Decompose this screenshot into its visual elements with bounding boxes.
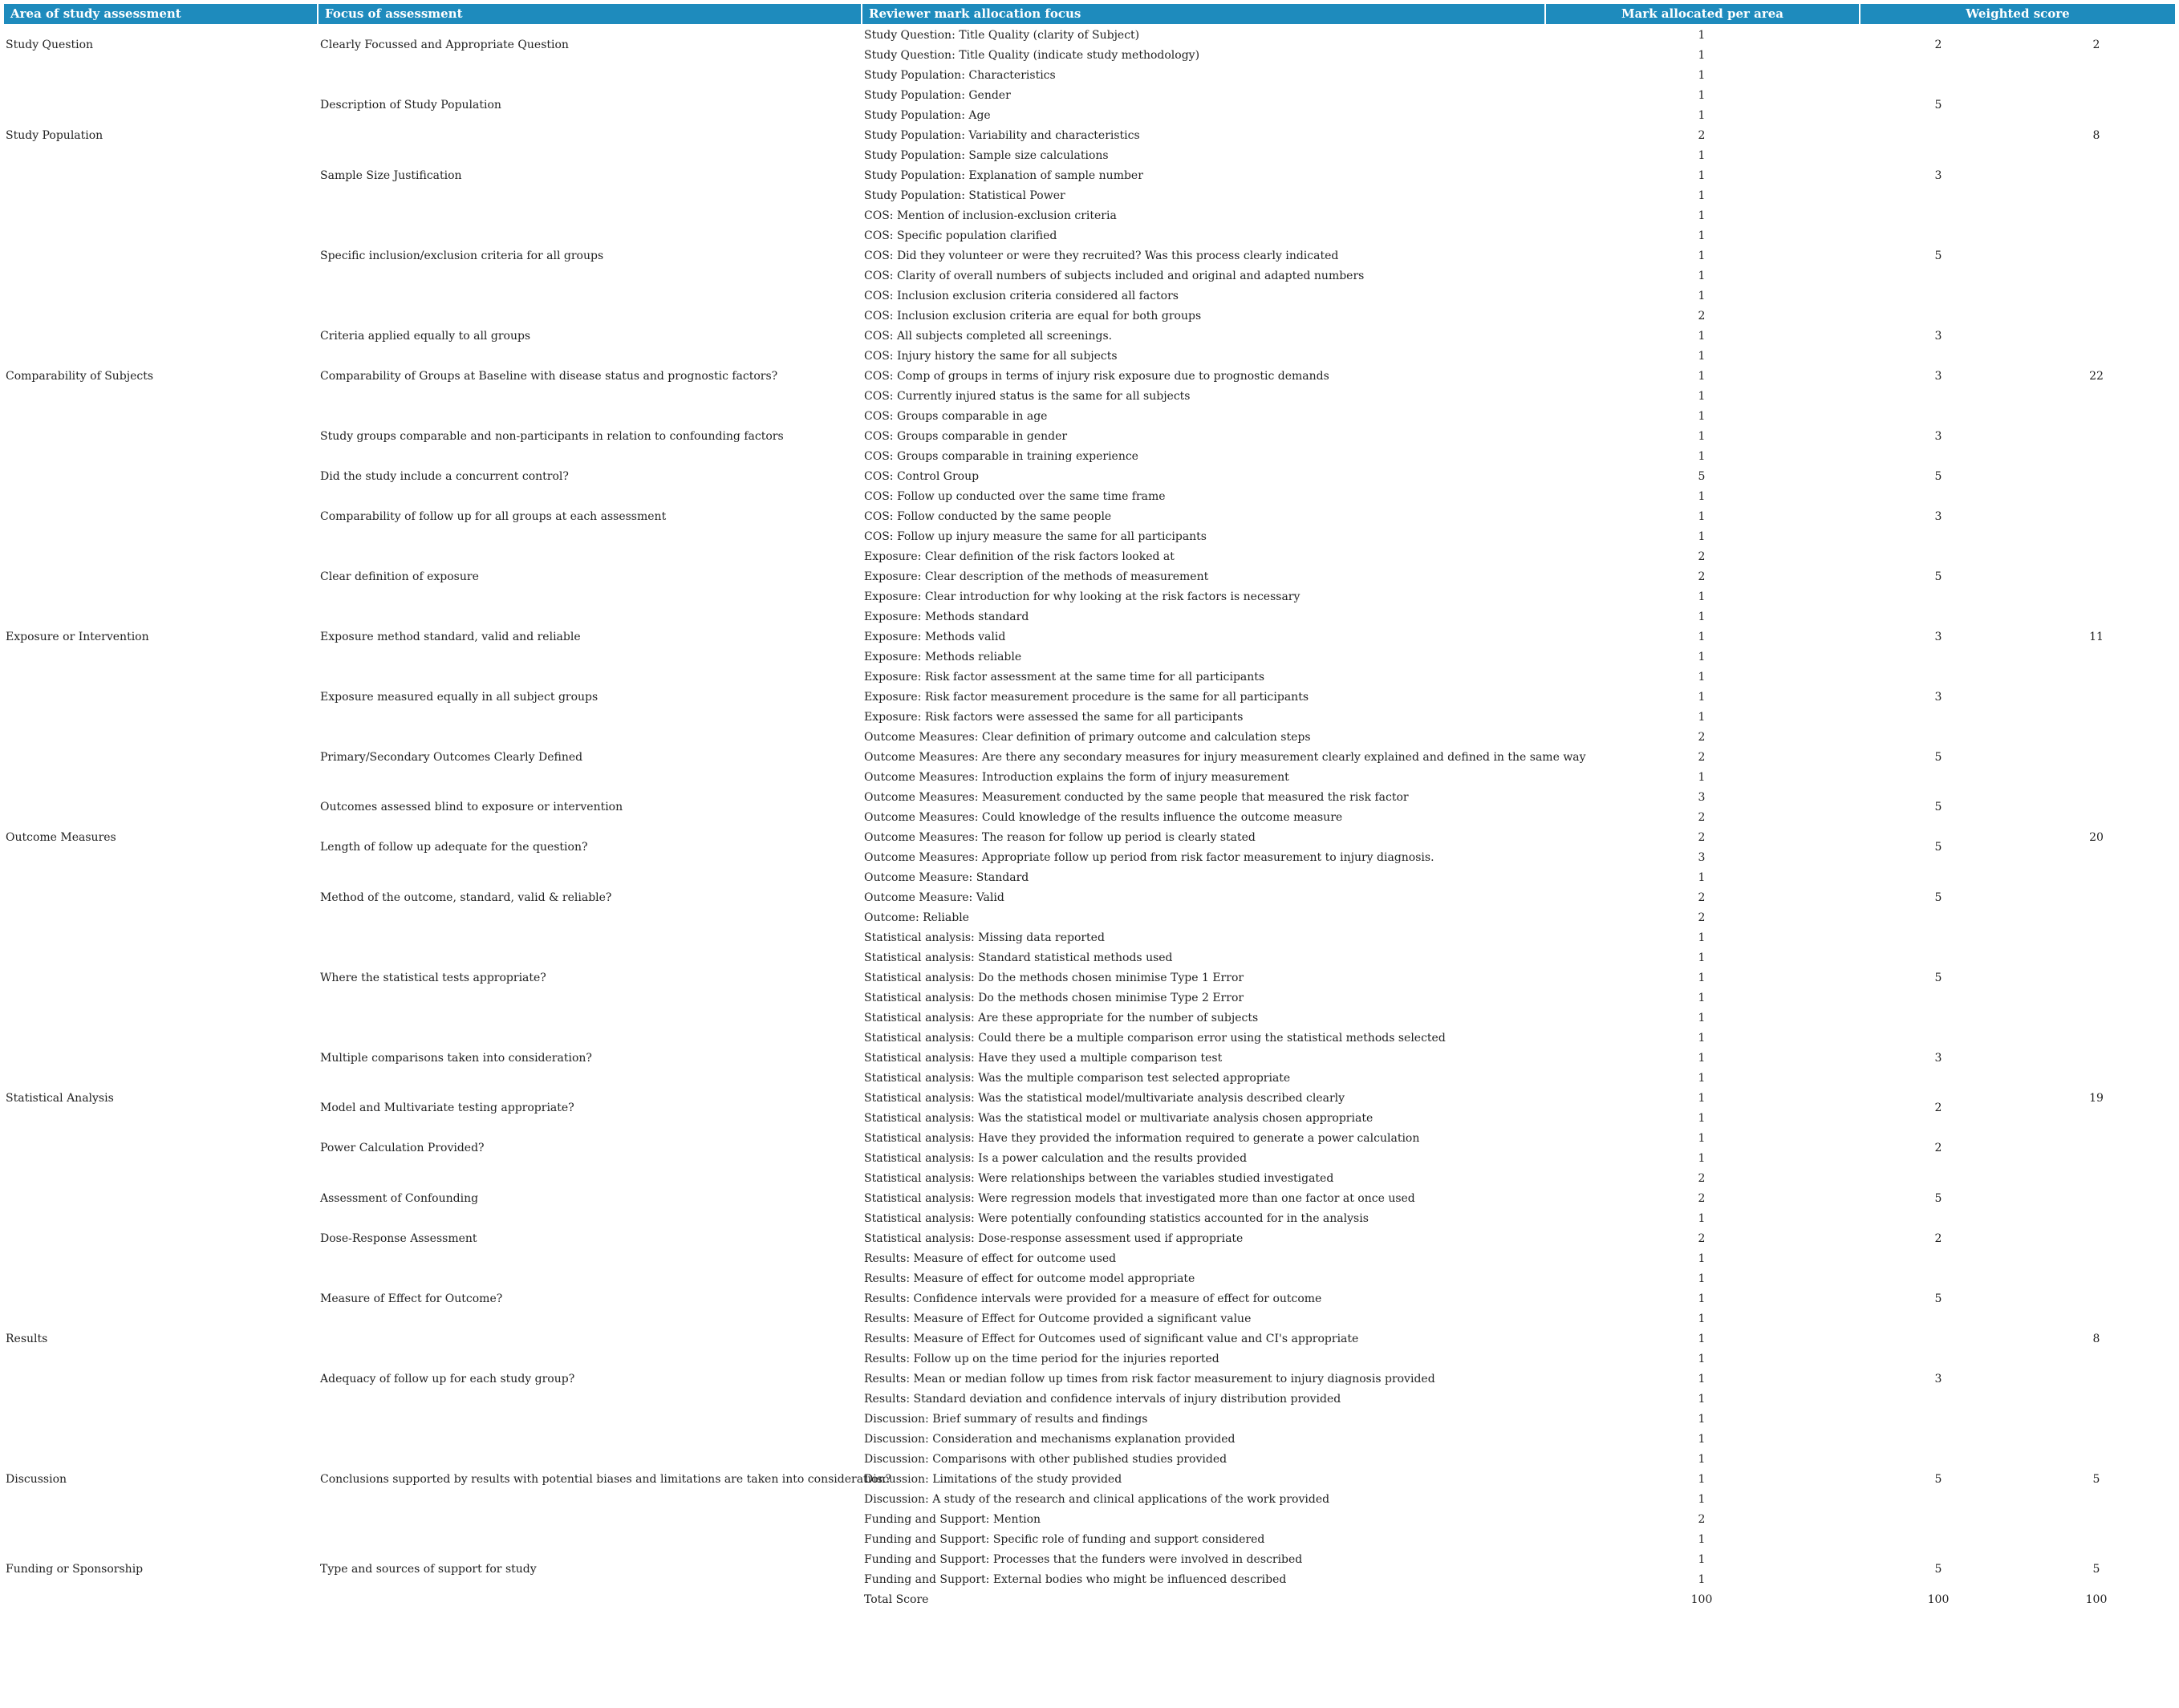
- criterion-text: Results: Measure of effect for outcome model appropriate: [864, 1272, 1195, 1285]
- focus-label: Measure of Effect for Outcome?: [320, 1292, 503, 1305]
- criterion-mark: 1: [1698, 229, 1706, 242]
- criterion-mark: 2: [1698, 1171, 1706, 1185]
- criterion-text: Statistical analysis: Are these appropriate for the number of subjects: [864, 1011, 1259, 1024]
- criterion-mark: 2: [1698, 911, 1706, 924]
- criterion-text: COS: Mention of inclusion-exclusion criteria: [864, 209, 1117, 222]
- criterion-mark: 1: [1698, 1151, 1706, 1165]
- area-label: Discussion: [6, 1472, 67, 1486]
- criterion-mark: 1: [1698, 610, 1706, 623]
- criterion-mark: 1: [1698, 148, 1706, 162]
- criterion-mark: 1: [1698, 489, 1706, 503]
- criterion-mark: 3: [1698, 850, 1706, 864]
- criterion-mark: 1: [1698, 971, 1706, 984]
- criterion-text: Results: Standard deviation and confidence intervals of injury distribution provided: [864, 1392, 1341, 1406]
- criterion-text: Statistical analysis: Do the methods chosen minimise Type 2 Error: [864, 991, 1244, 1004]
- criterion-text: Results: Mean or median follow up times from risk factor measurement to injury diagnosis provided: [864, 1372, 1435, 1385]
- criterion-mark: 1: [1698, 68, 1706, 82]
- criterion-text: COS: Injury history the same for all subjects: [864, 349, 1118, 363]
- criterion-mark: 1: [1698, 1452, 1706, 1466]
- focus-score: 2: [1934, 1231, 1942, 1245]
- area-label: Funding or Sponsorship: [6, 1563, 144, 1576]
- criterion-mark: 1: [1698, 1332, 1706, 1345]
- area-label: Exposure or Intervention: [6, 630, 149, 643]
- criterion-mark: 1: [1698, 1031, 1706, 1045]
- focus-score: 5: [1934, 249, 1942, 262]
- criterion-text: COS: Clarity of overall numbers of subjects included and original and adapted numbers: [864, 269, 1365, 282]
- focus-label: Model and Multivariate testing appropriate?: [320, 1101, 574, 1114]
- area-label: Outcome Measures: [6, 830, 116, 844]
- criterion-mark: 1: [1698, 1091, 1706, 1105]
- criterion-text: Exposure: Methods reliable: [864, 650, 1022, 663]
- criterion-text: Results: Measure of effect for outcome used: [864, 1252, 1117, 1265]
- criterion-mark: 2: [1698, 830, 1706, 844]
- criterion-text: Outcome Measures: Could knowledge of the results influence the outcome measure: [864, 810, 1343, 824]
- criterion-mark: 1: [1698, 991, 1706, 1004]
- focus-label: Method of the outcome, standard, valid & reliable?: [320, 891, 612, 904]
- focus-score: 5: [1934, 99, 1942, 112]
- criterion-text: Statistical analysis: Is a power calculation and the results provided: [864, 1151, 1248, 1165]
- criterion-text: Discussion: Consideration and mechanisms explanation provided: [864, 1432, 1236, 1446]
- criterion-mark: 1: [1698, 209, 1706, 222]
- focus-label: Length of follow up adequate for the question?: [320, 841, 588, 854]
- criterion-text: COS: Specific population clarified: [864, 229, 1057, 242]
- focus-score: 5: [1934, 801, 1942, 813]
- focus-score: 3: [1934, 509, 1942, 523]
- criterion-text: COS: Inclusion exclusion criteria are equal for both groups: [864, 309, 1202, 323]
- criterion-mark: 2: [1698, 1512, 1706, 1526]
- criterion-text: Exposure: Risk factors were assessed the same for all participants: [864, 710, 1244, 724]
- criterion-mark: 2: [1698, 891, 1706, 904]
- criterion-text: Discussion: Brief summary of results and findings: [864, 1412, 1148, 1426]
- criterion-mark: 1: [1698, 870, 1706, 884]
- criterion-mark: 1: [1698, 289, 1706, 302]
- criterion-mark: 1: [1698, 48, 1706, 62]
- criterion-text: Statistical analysis: Dose-response assessment used if appropriate: [864, 1231, 1244, 1245]
- criterion-text: COS: All subjects completed all screenings.: [864, 329, 1113, 343]
- criterion-text: Exposure: Risk factor assessment at the same time for all participants: [864, 670, 1265, 684]
- criterion-mark: 1: [1698, 1472, 1706, 1486]
- criterion-mark: 1: [1698, 1111, 1706, 1125]
- weighted-score: 22: [2089, 369, 2104, 383]
- focus-label: Assessment of Confounding: [320, 1191, 479, 1205]
- focus-label: Adequacy of follow up for each study group?: [320, 1372, 575, 1385]
- focus-label: Comparability of Groups at Baseline with disease status and prognostic factors?: [320, 369, 778, 383]
- focus-score: 5: [1934, 971, 1942, 984]
- criterion-text: Statistical analysis: Were potentially confounding statistics accounted for in the analysis: [864, 1211, 1369, 1225]
- criterion-text: Outcome Measures: Clear definition of primary outcome and calculation steps: [864, 730, 1311, 744]
- focus-score: 5: [1934, 750, 1942, 764]
- criterion-text: Exposure: Risk factor measurement procedure is the same for all participants: [864, 690, 1309, 704]
- criterion-text: Outcome Measure: Standard: [864, 870, 1029, 884]
- criterion-mark: 1: [1698, 1312, 1706, 1325]
- weighted-score: 5: [2092, 1472, 2100, 1486]
- criterion-mark: 1: [1698, 189, 1706, 202]
- criterion-text: Statistical analysis: Have they provided the information required to generate a power calculation: [864, 1131, 1420, 1145]
- criterion-text: Outcome Measure: Valid: [864, 891, 1004, 904]
- criterion-text: Results: Measure of Effect for Outcomes used of significant value and CI's appropriate: [864, 1332, 1359, 1345]
- criterion-mark: 1: [1698, 1552, 1706, 1566]
- focus-label: Exposure measured equally in all subject groups: [320, 690, 599, 704]
- focus-score: 3: [1934, 1051, 1942, 1065]
- focus-score: 3: [1934, 690, 1942, 704]
- criterion-text: COS: Comp of groups in terms of injury risk exposure due to prognostic demands: [864, 369, 1329, 383]
- focus-score: 5: [1934, 570, 1942, 583]
- weighted-score: 5: [2092, 1563, 2100, 1576]
- criterion-mark: 1: [1698, 1492, 1706, 1506]
- criterion-mark: 1: [1698, 369, 1706, 383]
- criterion-mark: 1: [1698, 1071, 1706, 1085]
- criterion-text: Statistical analysis: Was the statistical model or multivariate analysis chosen appropriate: [864, 1111, 1374, 1125]
- criterion-mark: 1: [1698, 249, 1706, 262]
- criterion-mark: 1: [1698, 710, 1706, 724]
- focus-score: 3: [1934, 630, 1942, 643]
- criterion-text: Statistical analysis: Standard statistical methods used: [864, 951, 1173, 964]
- criterion-mark: 1: [1698, 108, 1706, 122]
- criterion-text: COS: Groups comparable in age: [864, 409, 1048, 423]
- criterion-mark: 1: [1698, 429, 1706, 443]
- criterion-mark: 1: [1698, 1011, 1706, 1024]
- criterion-mark: 1: [1698, 269, 1706, 282]
- criterion-mark: 1: [1698, 1211, 1706, 1225]
- weighted-score: 8: [2092, 128, 2100, 142]
- criterion-text: Study Population: Characteristics: [864, 68, 1056, 82]
- criterion-text: Discussion: Comparisons with other published studies provided: [864, 1452, 1227, 1466]
- criterion-mark: 1: [1698, 389, 1706, 403]
- criterion-text: COS: Follow up conducted over the same time frame: [864, 489, 1166, 503]
- criterion-mark: 2: [1698, 1191, 1706, 1205]
- criterion-mark: 1: [1698, 28, 1706, 42]
- weighted-score: 20: [2089, 830, 2104, 844]
- criterion-text: Statistical analysis: Was the multiple comparison test selected appropriate: [864, 1071, 1291, 1085]
- criterion-mark: 1: [1698, 670, 1706, 684]
- focus-score: 5: [1934, 1472, 1942, 1486]
- criterion-mark: 2: [1698, 810, 1706, 824]
- focus-label: Type and sources of support for study: [320, 1563, 537, 1576]
- criterion-mark: 1: [1698, 1352, 1706, 1365]
- criterion-text: COS: Currently injured status is the same for all subjects: [864, 389, 1191, 403]
- header-weighted: Weighted score: [1860, 4, 2175, 24]
- criterion-text: Outcome Measures: Appropriate follow up period from risk factor measurement to injury diagnosis.: [864, 850, 1434, 864]
- area-label: Results: [6, 1332, 48, 1345]
- focus-label: Description of Study Population: [320, 99, 501, 112]
- area-label: Study Population: [6, 128, 103, 142]
- criterion-text: Outcome Measures: Measurement conducted by the same people that measured the risk factor: [864, 790, 1409, 804]
- header-reviewer: Reviewer mark allocation focus: [862, 4, 1546, 24]
- header-focus: Focus of assessment: [319, 4, 862, 24]
- criterion-mark: 1: [1698, 529, 1706, 543]
- focus-score: 3: [1934, 168, 1942, 182]
- focus-score: 3: [1934, 1372, 1942, 1385]
- criterion-text: Funding and Support: Processes that the funders were involved in described: [864, 1552, 1303, 1566]
- criterion-mark: 1: [1698, 1432, 1706, 1446]
- criterion-text: Statistical analysis: Were relationships between the variables studied investigated: [864, 1171, 1334, 1185]
- focus-score: 2: [1934, 1142, 1942, 1154]
- focus-score: 3: [1934, 329, 1942, 343]
- focus-score: 5: [1934, 1191, 1942, 1205]
- focus-label: Clearly Focussed and Appropriate Question: [320, 39, 569, 51]
- weighted-score: 11: [2089, 630, 2104, 643]
- focus-score: 3: [1934, 429, 1942, 443]
- focus-label: Specific inclusion/exclusion criteria for all groups: [320, 249, 604, 262]
- criterion-mark: 1: [1698, 349, 1706, 363]
- criterion-text: Statistical analysis: Were regression models that investigated more than one factor at once used: [864, 1191, 1415, 1205]
- focus-label: Study groups comparable and non-participants in relation to confounding factors: [320, 429, 784, 443]
- criterion-mark: 3: [1698, 790, 1706, 804]
- criterion-mark: 1: [1698, 590, 1706, 603]
- area-label: Statistical Analysis: [6, 1091, 114, 1105]
- focus-score: 5: [1934, 891, 1942, 904]
- criterion-text: Study Population: Age: [864, 108, 991, 122]
- criterion-mark: 1: [1698, 1532, 1706, 1546]
- criterion-text: Exposure: Clear description of the methods of measurement: [864, 570, 1209, 583]
- focus-label: Criteria applied equally to all groups: [320, 329, 531, 343]
- focus-label: Exposure method standard, valid and reliable: [320, 630, 581, 643]
- criterion-text: COS: Follow up injury measure the same for all participants: [864, 529, 1207, 543]
- criterion-text: Study Population: Variability and characteristics: [864, 128, 1140, 142]
- criterion-mark: 2: [1698, 1231, 1706, 1245]
- criterion-text: Statistical analysis: Missing data reported: [864, 931, 1105, 944]
- criterion-text: Study Population: Gender: [864, 88, 1011, 102]
- criterion-text: Statistical analysis: Could there be a multiple comparison error using the statistical methods selected: [864, 1031, 1446, 1045]
- focus-label: Clear definition of exposure: [320, 570, 479, 583]
- criterion-mark: 1: [1698, 1292, 1706, 1305]
- criterion-text: Discussion: Limitations of the study provided: [864, 1472, 1122, 1486]
- criterion-mark: 2: [1698, 309, 1706, 323]
- focus-label: Comparability of follow up for all groups at each assessment: [320, 509, 667, 523]
- weighted-score: 19: [2089, 1091, 2104, 1105]
- criterion-text: Outcome Measures: The reason for follow up period is clearly stated: [864, 830, 1256, 844]
- criterion-mark: 2: [1698, 570, 1706, 583]
- focus-label: Outcomes assessed blind to exposure or intervention: [320, 801, 623, 813]
- criterion-mark: 1: [1698, 329, 1706, 343]
- criterion-text: COS: Did they volunteer or were they recruited? Was this process clearly indicated: [864, 249, 1339, 262]
- criterion-mark: 2: [1698, 128, 1706, 142]
- criterion-mark: 1: [1698, 1572, 1706, 1586]
- criterion-mark: 1: [1698, 449, 1706, 463]
- criterion-mark: 100: [1690, 1592, 1713, 1606]
- criterion-mark: 1: [1698, 770, 1706, 784]
- criterion-text: COS: Control Group: [864, 469, 980, 483]
- focus-label: Multiple comparisons taken into consideration?: [320, 1051, 592, 1065]
- criterion-text: Study Question: Title Quality (clarity of Subject): [864, 28, 1140, 42]
- criterion-text: Exposure: Methods valid: [864, 630, 1006, 643]
- criterion-text: Statistical analysis: Have they used a multiple comparison test: [864, 1051, 1223, 1065]
- header-area: Area of study assessment: [4, 4, 319, 24]
- criterion-text: COS: Follow conducted by the same people: [864, 509, 1112, 523]
- criterion-text: Funding and Support: Specific role of funding and support considered: [864, 1532, 1265, 1546]
- focus-score: 2: [1934, 39, 1942, 51]
- criterion-text: Exposure: Clear introduction for why looking at the risk factors is necessary: [864, 590, 1301, 603]
- criterion-text: Exposure: Clear definition of the risk factors looked at: [864, 550, 1175, 563]
- criterion-text: Results: Confidence intervals were provided for a measure of effect for outcome: [864, 1292, 1322, 1305]
- weighted-total: 100: [2085, 1592, 2108, 1606]
- criterion-mark: 1: [1698, 1272, 1706, 1285]
- criterion-text: Discussion: A study of the research and clinical applications of the work provided: [864, 1492, 1330, 1506]
- criterion-mark: 1: [1698, 1412, 1706, 1426]
- criterion-text: Funding and Support: Mention: [864, 1512, 1041, 1526]
- criterion-text: Study Population: Explanation of sample number: [864, 168, 1143, 182]
- criterion-mark: 1: [1698, 630, 1706, 643]
- focus-score: 5: [1934, 1292, 1942, 1305]
- focus-total: 100: [1927, 1592, 1950, 1606]
- criterion-text: Statistical analysis: Was the statistical model/multivariate analysis described clearly: [864, 1091, 1345, 1105]
- criterion-mark: 1: [1698, 88, 1706, 102]
- criterion-text: Total Score: [864, 1592, 929, 1606]
- criterion-text: Study Question: Title Quality (indicate study methodology): [864, 48, 1200, 62]
- criterion-text: COS: Inclusion exclusion criteria considered all factors: [864, 289, 1179, 302]
- focus-label: Dose-Response Assessment: [320, 1231, 477, 1245]
- criterion-text: Outcome: Reliable: [864, 911, 969, 924]
- focus-score: 2: [1934, 1101, 1942, 1114]
- focus-label: Conclusions supported by results with potential biases and limitations are taken into consideration?: [320, 1472, 892, 1486]
- focus-label: Where the statistical tests appropriate?: [320, 971, 546, 984]
- criterion-mark: 1: [1698, 951, 1706, 964]
- criterion-mark: 5: [1698, 469, 1706, 483]
- focus-score: 5: [1934, 1563, 1942, 1576]
- area-label: Study Question: [6, 39, 94, 51]
- criterion-text: Study Population: Sample size calculations: [864, 148, 1109, 162]
- criterion-mark: 2: [1698, 730, 1706, 744]
- focus-score: 3: [1934, 369, 1942, 383]
- criterion-text: Results: Follow up on the time period for the injuries reported: [864, 1352, 1219, 1365]
- criterion-mark: 1: [1698, 1051, 1706, 1065]
- criterion-text: Results: Measure of Effect for Outcome provided a significant value: [864, 1312, 1252, 1325]
- criterion-mark: 1: [1698, 168, 1706, 182]
- focus-label: Did the study include a concurrent control?: [320, 469, 569, 483]
- criterion-mark: 2: [1698, 750, 1706, 764]
- focus-label: Primary/Secondary Outcomes Clearly Defined: [320, 750, 583, 764]
- criterion-mark: 1: [1698, 509, 1706, 523]
- focus-score: 5: [1934, 841, 1942, 854]
- criterion-text: Funding and Support: External bodies who might be influenced described: [864, 1572, 1287, 1586]
- focus-score: 5: [1934, 469, 1942, 483]
- criterion-text: Exposure: Methods standard: [864, 610, 1029, 623]
- header-mark: Mark allocated per area: [1546, 4, 1860, 24]
- criterion-mark: 1: [1698, 650, 1706, 663]
- weighted-score: 2: [2092, 39, 2100, 51]
- criterion-mark: 1: [1698, 1372, 1706, 1385]
- criterion-mark: 1: [1698, 1392, 1706, 1406]
- criterion-mark: 1: [1698, 1252, 1706, 1265]
- criterion-mark: 1: [1698, 690, 1706, 704]
- area-label: Comparability of Subjects: [6, 369, 154, 383]
- focus-label: Power Calculation Provided?: [320, 1142, 485, 1154]
- criterion-text: Outcome Measures: Are there any secondary measures for injury measurement clearly explained and defined in the same way: [864, 750, 1586, 764]
- criterion-mark: 1: [1698, 409, 1706, 423]
- criterion-mark: 1: [1698, 931, 1706, 944]
- criterion-text: Study Population: Statistical Power: [864, 189, 1065, 202]
- criterion-text: Statistical analysis: Do the methods chosen minimise Type 1 Error: [864, 971, 1244, 984]
- criterion-mark: 2: [1698, 550, 1706, 563]
- focus-label: Sample Size Justification: [320, 168, 462, 182]
- weighted-score: 8: [2092, 1332, 2100, 1345]
- criterion-mark: 1: [1698, 1131, 1706, 1145]
- criterion-text: COS: Groups comparable in gender: [864, 429, 1068, 443]
- criterion-text: Outcome Measures: Introduction explains the form of injury measurement: [864, 770, 1289, 784]
- criterion-text: COS: Groups comparable in training experience: [864, 449, 1138, 463]
